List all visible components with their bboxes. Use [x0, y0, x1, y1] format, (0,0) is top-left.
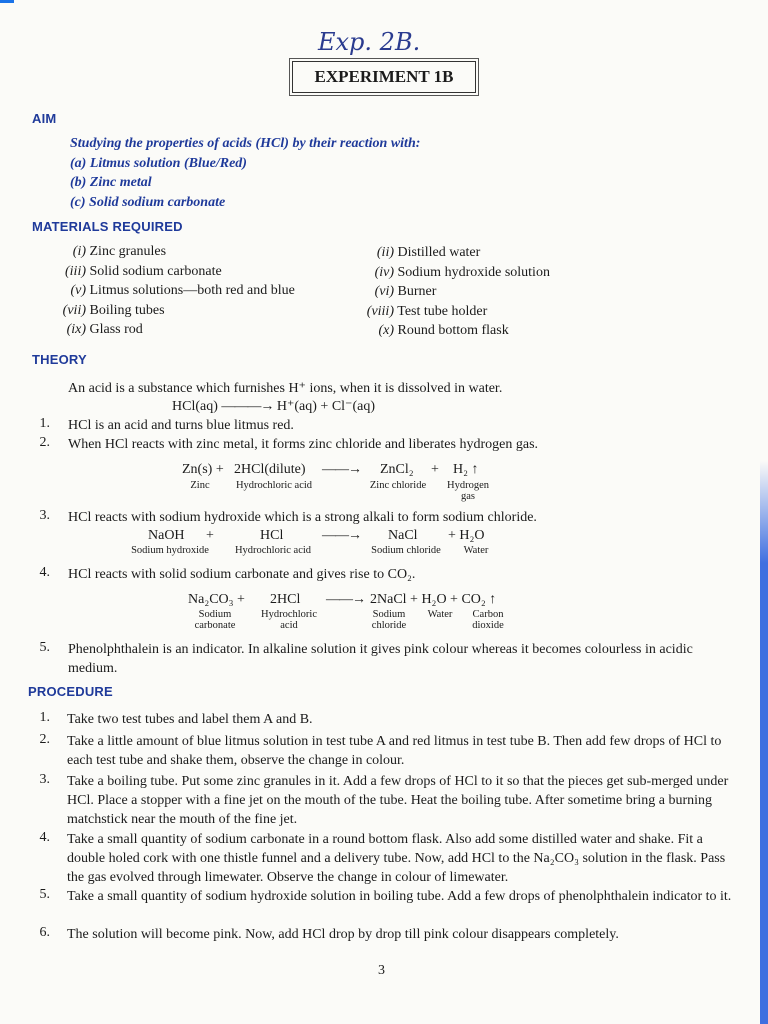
- step-number: 6.: [39, 925, 50, 940]
- eq1-label-hcl: Hydrochloric acid: [235, 480, 313, 491]
- eq3-hcl: 2HCl: [270, 592, 301, 607]
- material-item: (x) Round bottom flask: [378, 323, 509, 339]
- eq2-arrow: ——→: [322, 528, 361, 543]
- theory-intro: An acid is a substance which furnishes H⁺ ions, when it is dissolved in water.: [68, 381, 503, 396]
- step-number: 5.: [39, 887, 50, 902]
- material-item: (vii) Boiling tubes: [62, 302, 165, 318]
- eq1-arrow: ——→: [322, 462, 361, 477]
- theory-point: HCl reacts with sodium hydroxide which is a strong alkali to form sodium chloride.: [68, 510, 537, 525]
- theory-point: Phenolphthalein is an indicator. In alkaline solution it gives pink colour whereas it becomes colourless in acidic medium.: [68, 642, 693, 676]
- eq2-naoh: NaOH: [148, 528, 185, 543]
- theory-point-number: 5.: [39, 640, 50, 655]
- eq1-label-zinc: Zinc: [190, 480, 210, 491]
- equation-hcl-dissociation: HCl(aq) ———→ H⁺(aq) + Cl⁻(aq): [172, 399, 375, 414]
- procedure-step: Take two test tubes and label them A and B.: [67, 712, 313, 727]
- eq3-label-co2: Carbon dioxide: [472, 609, 504, 631]
- theory-point: HCl is an acid and turns blue litmus red.: [68, 418, 294, 433]
- eq2-nacl: NaCl: [388, 528, 418, 543]
- theory-point-number: 3.: [39, 508, 50, 523]
- handwritten-note: Exp. 2B.: [318, 28, 421, 56]
- procedure-step: The solution will become pink. Now, add HCl drop by drop till pink colour disappears completely.: [67, 927, 619, 942]
- procedure-heading: PROCEDURE: [28, 684, 113, 699]
- corner-mark: [0, 0, 14, 3]
- material-item: (iii) Solid sodium carbonate: [65, 263, 222, 279]
- eq3-label-water: Water: [427, 609, 453, 620]
- aim-line: Studying the properties of acids (HCl) by their reaction with:: [70, 136, 421, 151]
- material-item: (ii) Distilled water: [376, 245, 481, 260]
- eq1-h2: H₂ ↑: [453, 462, 479, 477]
- procedure-step: Take a small quantity of sodium carbonate in a round bottom flask. Also add some distilled water and shake. Fit a double holed cork with one thistle funnel and a delivery tube. Now, add HCl to the Na₂CO₃ solution in the flask. Pass the gas evolved through limewater. Observe the change in colour of limewater.: [67, 832, 726, 885]
- theory-heading: THEORY: [32, 352, 87, 367]
- eq2-label-water: Water: [463, 545, 489, 556]
- material-item: (i) Zinc granules: [72, 244, 167, 259]
- eq2-h2o: + H₂O: [448, 528, 485, 543]
- eq2-hcl: HCl: [260, 528, 284, 543]
- aim-block: [70, 134, 730, 212]
- material-item: (iv) Sodium hydroxide solution: [374, 264, 550, 280]
- eq3-products: 2NaCl + H₂O + CO₂ ↑: [370, 592, 497, 607]
- materials-left-list: [56, 242, 356, 340]
- eq1-zncl2: ZnCl₂: [380, 462, 414, 477]
- eq2-label-hcl: Hydrochloric acid: [234, 545, 312, 556]
- procedure-step: Take a boiling tube. Put some zinc granules in it. Add a few drops of HCl to it so that the pieces get sub-merged under HCl. Place a stopper with a fine jet on the mouth of the tube. Heat the boiling tube. After sometime bring a burning matchstick near the mouth of the fine jet.: [67, 774, 729, 827]
- eq3-na2co3: Na₂CO₃ +: [188, 592, 245, 607]
- theory-point: HCl reacts with solid sodium carbonate and gives rise to CO₂.: [68, 567, 416, 582]
- aim-line: (b) Zinc metal: [70, 175, 152, 190]
- materials-right-list: [360, 243, 610, 341]
- eq2-label-nacl: Sodium chloride: [371, 545, 441, 556]
- eq3-label-nacl: Sodium chloride: [371, 609, 407, 631]
- eq1-label-h2: Hydrogen gas: [447, 480, 489, 502]
- step-number: 1.: [39, 710, 50, 725]
- theory-point-number: 1.: [39, 416, 50, 431]
- procedure-step: Take a little amount of blue litmus solution in test tube A and red litmus in test tube B. Then add few drops of HCl to each test tube and shake them, observe the change in colour.: [67, 734, 722, 768]
- experiment-title: EXPERIMENT 1B: [292, 61, 476, 93]
- procedure-step: Take a small quantity of sodium hydroxide solution in boiling tube. Add a few drops of phenolphthalein indicator to it.: [67, 889, 732, 904]
- theory-point-number: 4.: [39, 565, 50, 580]
- eq3-arrow: ——→: [326, 592, 365, 607]
- aim-line: (a) Litmus solution (Blue/Red): [70, 155, 247, 171]
- step-number: 2.: [39, 732, 50, 747]
- page-number: 3: [378, 963, 385, 978]
- eq1-hcl: 2HCl(dilute): [234, 462, 306, 477]
- eq1-label-zncl2: Zinc chloride: [369, 480, 427, 491]
- step-number: 4.: [39, 830, 50, 845]
- theory-point-number: 2.: [39, 435, 50, 450]
- theory-point: When HCl reacts with zinc metal, it forms zinc chloride and liberates hydrogen gas.: [68, 437, 539, 452]
- eq1-plus: +: [431, 462, 439, 477]
- aim-heading: AIM: [32, 111, 57, 126]
- step-number: 3.: [39, 772, 50, 787]
- material-item: (viii) Test tube holder: [366, 303, 488, 319]
- materials-heading: MATERIALS REQUIRED: [32, 219, 183, 234]
- eq2-plus: +: [206, 528, 214, 543]
- material-item: (ix) Glass rod: [66, 322, 143, 338]
- material-item: (v) Litmus solutions—both red and blue: [70, 283, 295, 299]
- material-item: (vi) Burner: [374, 284, 437, 300]
- eq3-label-na2co3: Sodium carbonate: [194, 609, 236, 631]
- aim-line: (c) Solid sodium carbonate: [70, 194, 226, 210]
- page-edge-shadow: [760, 0, 768, 1024]
- eq2-label-naoh: Sodium hydroxide: [131, 545, 209, 556]
- eq3-label-hcl: Hydrochloric acid: [261, 609, 317, 631]
- eq1-zn: Zn(s) +: [182, 462, 224, 477]
